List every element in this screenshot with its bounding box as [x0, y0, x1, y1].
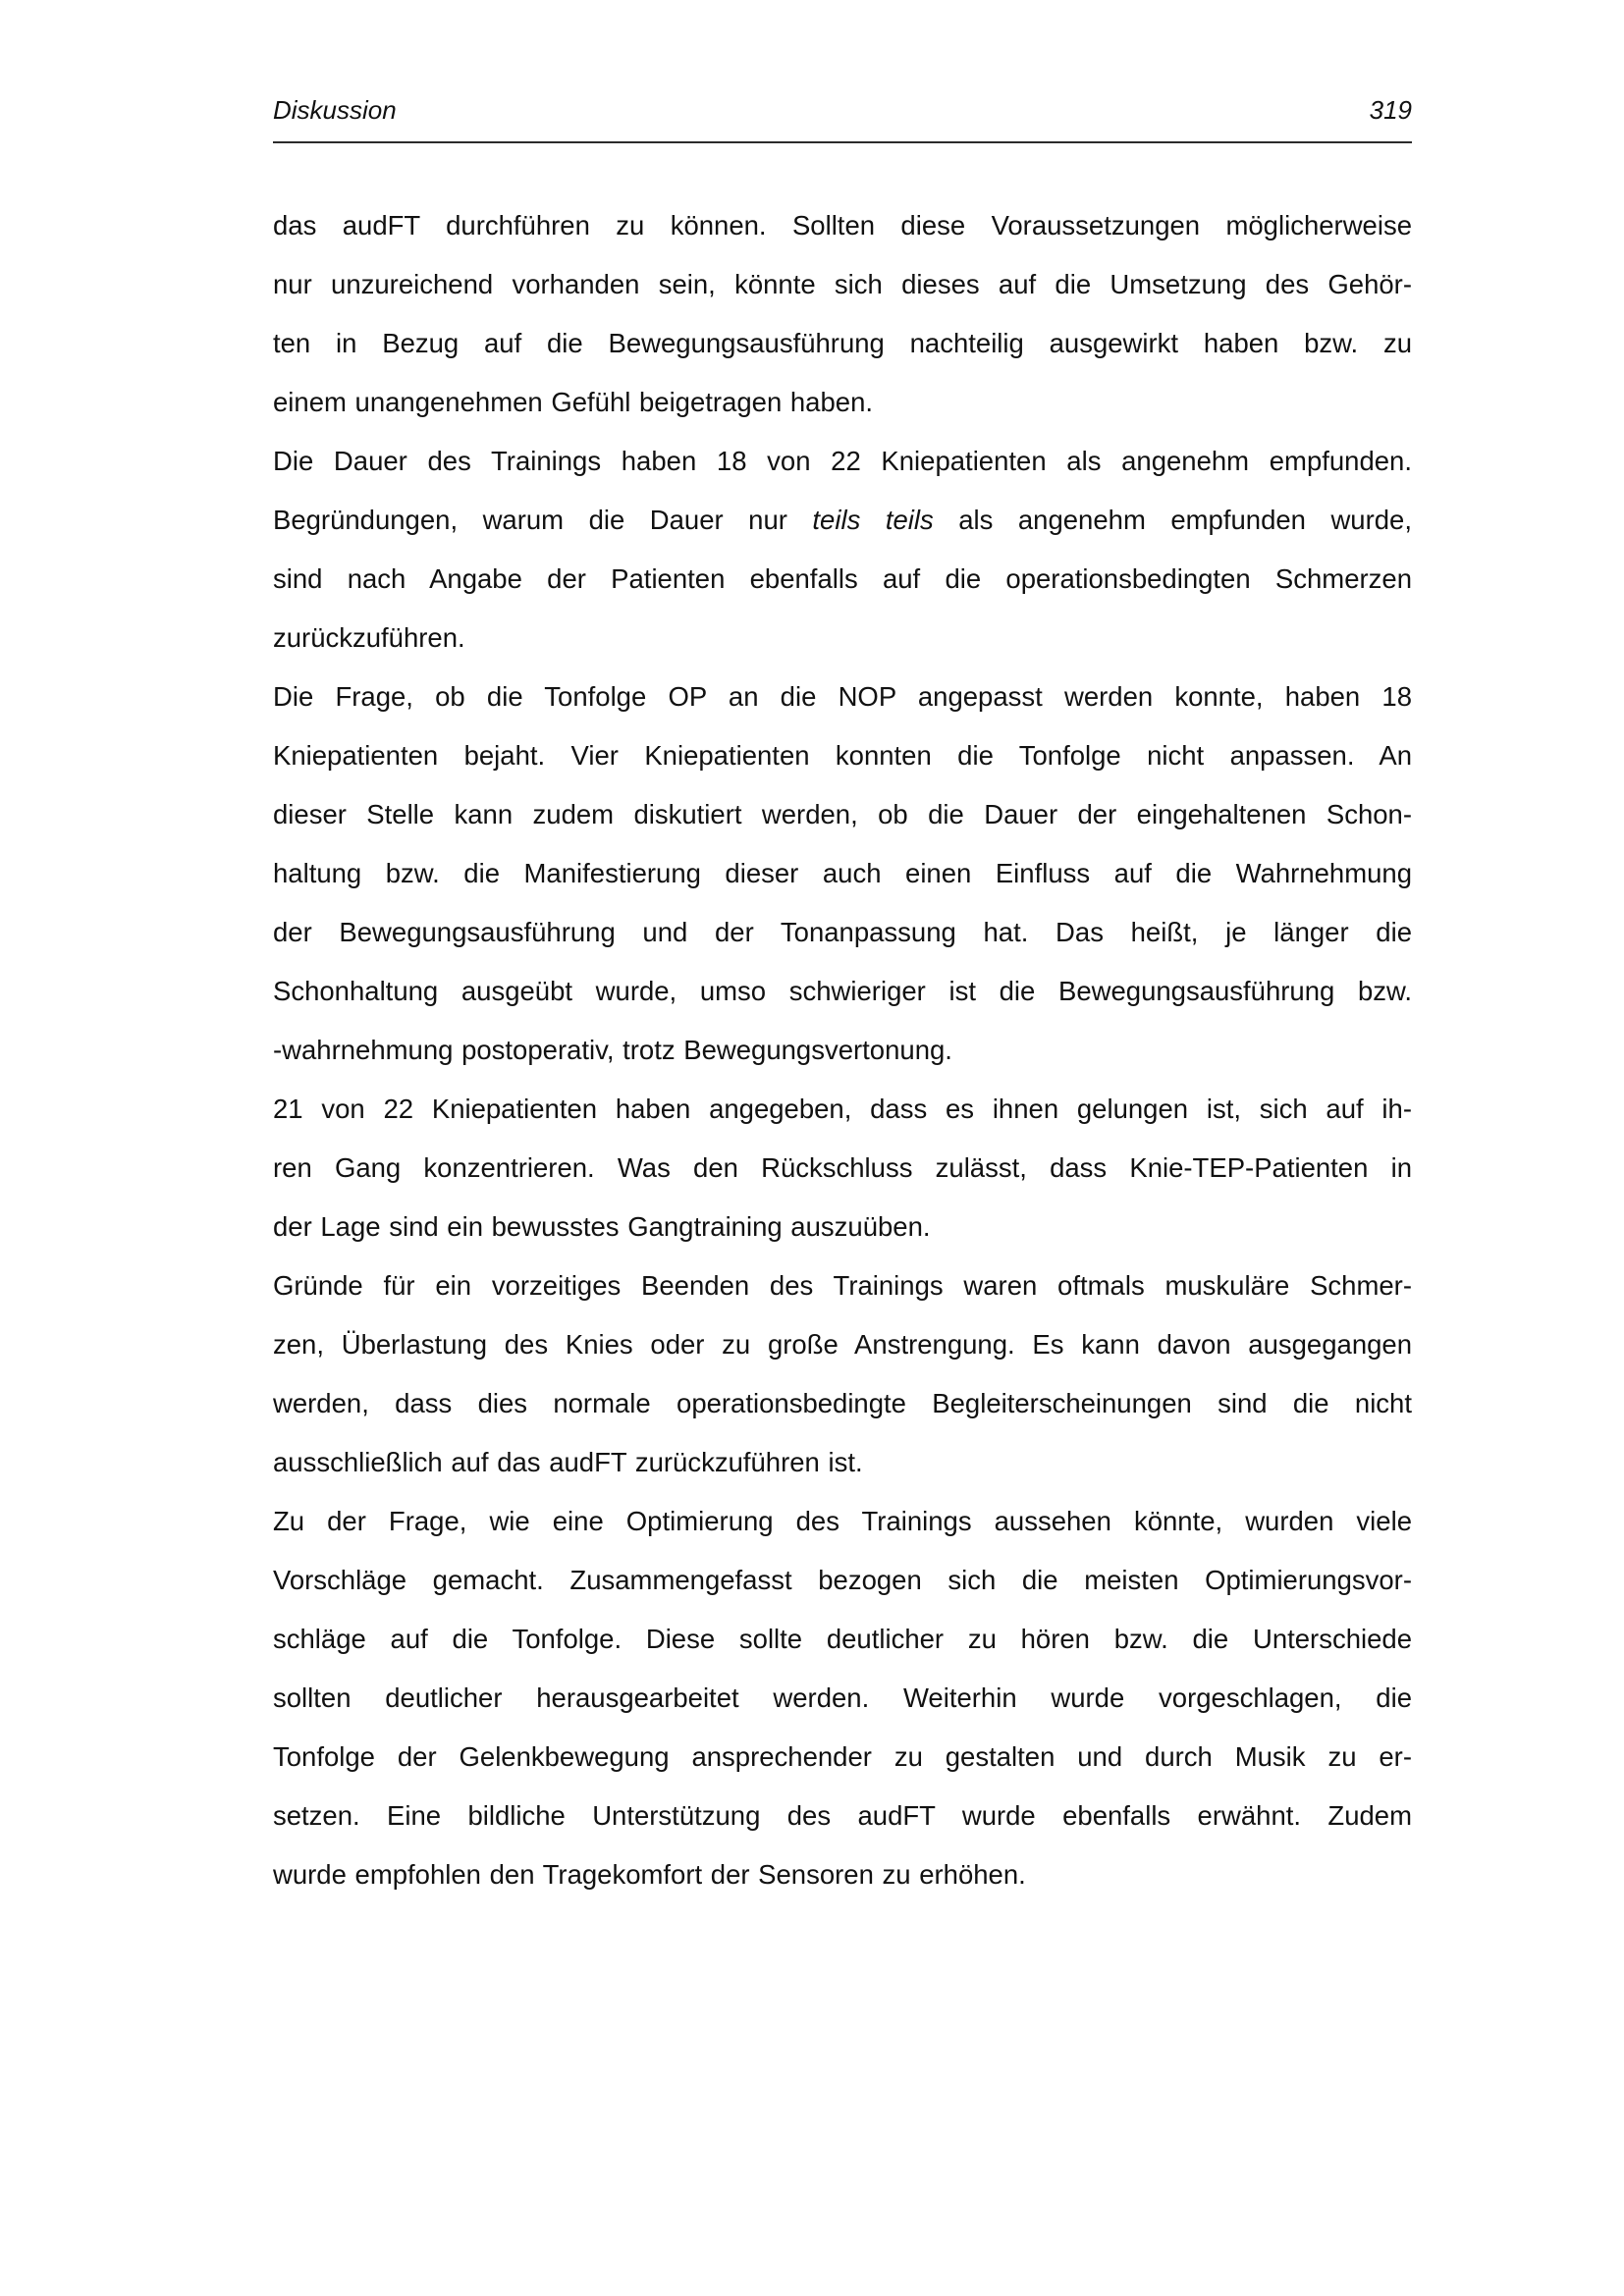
text-segment: als angenehm empfunden wurde, [933, 505, 1412, 535]
text-segment: Begründungen, warum die Dauer nur [273, 505, 813, 535]
text-line: Zu der Frage, wie eine Optimierung des Trainings aussehen könnte, wurden viele [273, 1506, 1412, 1536]
page-header [273, 94, 1412, 143]
text-line: zurückzuführen. [273, 622, 465, 653]
text-line: ausschließlich auf das audFT zurückzuführen ist. [273, 1447, 863, 1477]
paragraph [273, 1492, 1412, 1904]
text-line: zen, Überlastung des Knies oder zu große Anstrengung. Es kann davon ausgegangen [273, 1329, 1412, 1360]
text-line: Gründe für ein vorzeitiges Beenden des Trainings waren oftmals muskuläre Schmer- [273, 1270, 1412, 1301]
text-line: sollten deutlicher herausgearbeitet werden. Weiterhin wurde vorgeschlagen, die [273, 1682, 1412, 1713]
text-line: 21 von 22 Kniepatienten haben angegeben, dass es ihnen gelungen ist, sich auf ih- [273, 1094, 1412, 1124]
text-line: Vorschläge gemacht. Zusammengefasst bezogen sich die meisten Optimierungsvor- [273, 1565, 1412, 1595]
paragraph [273, 1256, 1412, 1492]
paragraph [273, 196, 1412, 432]
text-line: dieser Stelle kann zudem diskutiert werden, ob die Dauer der eingehaltenen Schon- [273, 799, 1412, 829]
paragraph [273, 1080, 1412, 1256]
text-line: nur unzureichend vorhanden sein, könnte sich dieses auf die Umsetzung des Gehör- [273, 269, 1412, 299]
text-line: der Lage sind ein bewusstes Gangtraining auszuüben. [273, 1211, 931, 1242]
text-line: setzen. Eine bildliche Unterstützung des audFT wurde ebenfalls erwähnt. Zudem [273, 1800, 1412, 1831]
running-header-title: Diskussion [273, 95, 397, 125]
text-line: einem unangenehmen Gefühl beigetragen haben. [273, 387, 874, 417]
text-line: -wahrnehmung postoperativ, trotz Bewegungsvertonung. [273, 1035, 952, 1065]
text-line: das audFT durchführen zu können. Sollten diese Voraussetzungen möglicherweise [273, 210, 1412, 240]
text-line: haltung bzw. die Manifestierung dieser auch einen Einfluss auf die Wahrnehmung [273, 858, 1412, 888]
text-line [273, 491, 1412, 550]
page-number: 319 [1369, 95, 1412, 125]
italic-text-segment: teils teils [812, 505, 934, 535]
text-line: schläge auf die Tonfolge. Diese sollte deutlicher zu hören bzw. die Unterschiede [273, 1624, 1412, 1654]
text-line: ten in Bezug auf die Bewegungsausführung nachteilig ausgewirkt haben bzw. zu [273, 328, 1412, 358]
text-line: Tonfolge der Gelenkbewegung ansprechender zu gestalten und durch Musik zu er- [273, 1741, 1412, 1772]
paragraph [273, 667, 1412, 1080]
text-line: sind nach Angabe der Patienten ebenfalls auf die operationsbedingten Schmerzen [273, 563, 1412, 594]
text-line: werden, dass dies normale operationsbedingte Begleiterscheinungen sind die nicht [273, 1388, 1412, 1418]
text-line: Die Dauer des Trainings haben 18 von 22 Kniepatienten als angenehm empfunden. [273, 446, 1412, 476]
text-line: wurde empfohlen den Tragekomfort der Sensoren zu erhöhen. [273, 1859, 1026, 1890]
paragraph [273, 432, 1412, 667]
body-text [273, 196, 1412, 1904]
text-line: der Bewegungsausführung und der Tonanpassung hat. Das heißt, je länger die [273, 917, 1412, 947]
text-line: Schonhaltung ausgeübt wurde, umso schwieriger ist die Bewegungsausführung bzw. [273, 976, 1412, 1006]
text-line: Die Frage, ob die Tonfolge OP an die NOP angepasst werden konnte, haben 18 [273, 681, 1412, 712]
text-line: Kniepatienten bejaht. Vier Kniepatienten konnten die Tonfolge nicht anpassen. An [273, 740, 1412, 771]
text-line: ren Gang konzentrieren. Was den Rückschluss zulässt, dass Knie-TEP-Patienten in [273, 1152, 1412, 1183]
